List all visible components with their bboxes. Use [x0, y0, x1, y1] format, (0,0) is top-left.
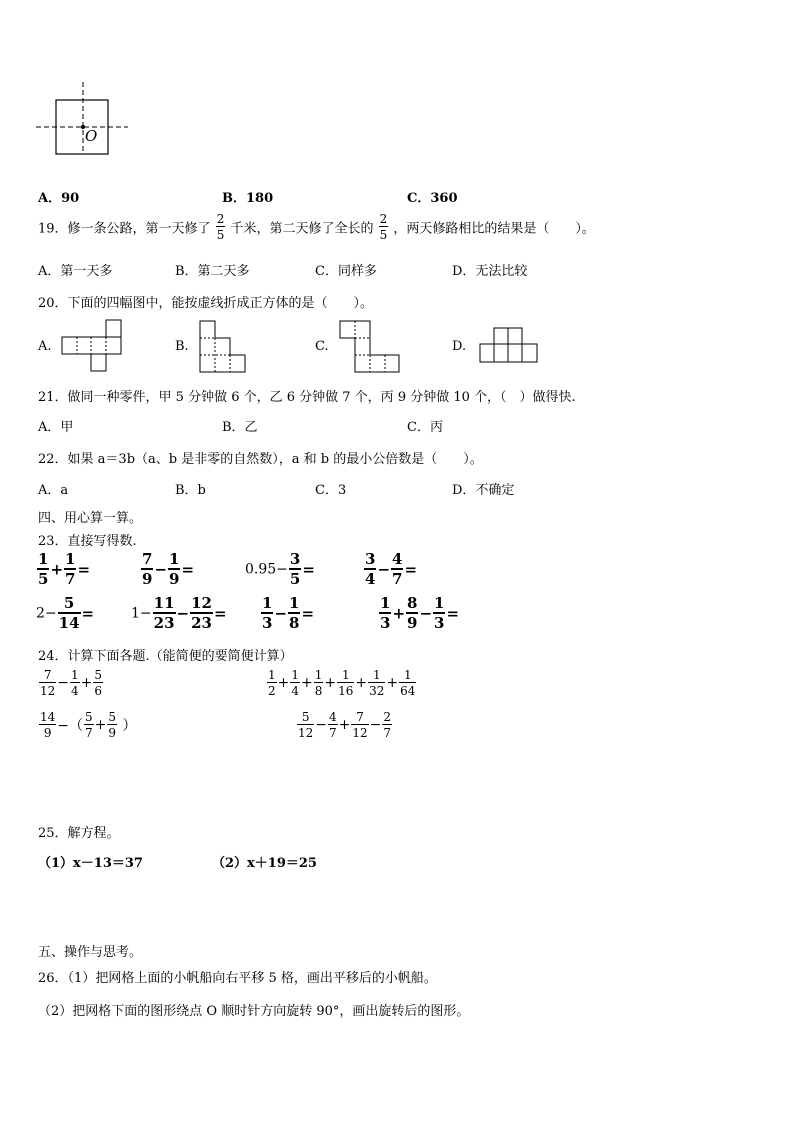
fraction: $\frac{2}{7}$ [383, 710, 392, 740]
operator: + [94, 717, 107, 733]
fraction: $\frac{1}{8}$ [289, 594, 300, 632]
q23-item-8 [378, 596, 459, 631]
fraction: $\frac{7}{12}$ [352, 710, 368, 740]
operator: − [315, 717, 328, 733]
fraction: $\frac{1}{4}$ [71, 668, 79, 698]
q21-option-b[interactable]: B．乙 [222, 420, 258, 435]
fraction: $\frac{5}{12}$ [298, 710, 314, 740]
section-4-title: 四、用心算一算。 [38, 511, 143, 526]
q24-expression-1 [38, 669, 104, 697]
fraction: $\frac{1}{32}$ [369, 668, 385, 698]
q26-instruction-2: （2）把网格下面的图形绕点 O 顺时针方向旋转 90°，画出旋转后的图形。 [38, 1004, 470, 1019]
operator: − [154, 560, 168, 579]
fraction: $\frac{4}{7}$ [329, 710, 337, 740]
fraction: $\frac{1}{3}$ [434, 594, 445, 632]
q22-question: 22．如果 a＝3b（a、b 是非零的自然数），a 和 b 的最小公倍数是（ ）。 [38, 452, 483, 467]
q22-option-b[interactable]: B．b [175, 483, 206, 498]
fraction: $\frac{3}{5}$ [289, 550, 301, 588]
operator: 1− [131, 605, 152, 622]
q25-equation-1: （1）x－13＝37 [38, 856, 143, 871]
operator: + [338, 717, 351, 733]
cube-net-a [62, 320, 124, 372]
operator: + [392, 604, 406, 623]
q19-fraction-2: $\frac{2}{5}$ [379, 212, 388, 242]
q19-prefix: 19．修一条公路，第一天修了 [38, 221, 211, 237]
operator: − [274, 604, 288, 623]
fraction: $\frac{1}{8}$ [314, 668, 323, 698]
q25-title: 25．解方程。 [38, 826, 120, 841]
operator: + [50, 560, 64, 579]
fraction: $\frac{3}{4}$ [365, 550, 376, 588]
fraction: $\frac{1}{3}$ [380, 594, 391, 632]
operator: 2− [36, 605, 57, 622]
operator: = [181, 560, 195, 579]
q23-item-7 [260, 596, 314, 631]
operator: + [80, 675, 93, 691]
q19-option-b[interactable]: B．第二天多 [175, 264, 250, 279]
q22-option-d[interactable]: D．不确定 [452, 483, 515, 498]
operator: − [377, 560, 391, 579]
fraction: $\frac{1}{16}$ [338, 668, 354, 698]
operator: = [81, 604, 95, 623]
q19-option-c[interactable]: C．同样多 [315, 264, 377, 279]
q23-item-2 [140, 552, 194, 587]
fraction: $\frac{1}{64}$ [400, 668, 416, 698]
fraction: $\frac{7}{9}$ [142, 550, 153, 588]
q24-expression-3 [38, 711, 136, 739]
q20-option-b[interactable]: B. [175, 339, 189, 354]
operator: = [213, 604, 227, 623]
q19-question [38, 213, 595, 241]
q18-option-a[interactable]: A．90 [38, 191, 80, 206]
operator: + [355, 675, 368, 691]
operator: = [446, 604, 460, 623]
operator: + [324, 675, 337, 691]
section-5-title: 五、操作与思考。 [38, 945, 143, 960]
fraction: $\frac{7}{12}$ [40, 668, 56, 698]
q24-expression-4 [296, 711, 393, 739]
operator: = [302, 560, 315, 579]
q23-item-1 [36, 552, 90, 587]
fraction: $\frac{12}{23}$ [191, 594, 212, 632]
operator: − [176, 604, 190, 623]
q26-instruction-1: 26．（1）把网格上面的小帆船向右平移 5 格，画出平移后的小帆船。 [38, 971, 437, 986]
operator: + [277, 675, 290, 691]
q23-item-4 [363, 552, 417, 587]
q22-option-a[interactable]: A．a [38, 483, 69, 498]
q20-option-c[interactable]: C. [315, 339, 329, 354]
q19-option-d[interactable]: D．无法比较 [452, 264, 528, 279]
fraction: $\frac{8}{9}$ [407, 594, 418, 632]
q25-equation-2: （2）x＋19＝25 [212, 856, 317, 871]
fraction: $\frac{1}{5}$ [38, 550, 49, 588]
operator: − [369, 717, 382, 733]
q20-question: 20．下面的四幅图中，能按虚线折成正方体的是（ ）。 [38, 296, 374, 311]
operator: ） [118, 718, 137, 734]
q22-option-c[interactable]: C．3 [315, 483, 347, 498]
q20-option-a[interactable]: A. [38, 339, 52, 354]
q23-item-6 [131, 596, 227, 631]
operator: 0.95− [245, 561, 288, 578]
operator: − [57, 675, 70, 691]
q19-suffix: ，两天修路相比的结果是（ ）。 [393, 221, 595, 237]
q23-item-5 [36, 596, 94, 631]
fraction: $\frac{1}{2}$ [268, 668, 276, 698]
fraction: $\frac{5}{7}$ [85, 710, 93, 740]
fraction: $\frac{14}{9}$ [40, 710, 56, 740]
q24-expression-2 [266, 669, 417, 697]
fraction: $\frac{5}{14}$ [58, 594, 80, 632]
cube-net-d [480, 328, 540, 366]
q23-title: 23．直接写得数. [38, 534, 137, 549]
q19-middle: 千米，第二天修了全长的 [230, 221, 374, 237]
fraction: $\frac{1}{4}$ [291, 668, 300, 698]
q21-option-a[interactable]: A．甲 [38, 420, 74, 435]
operator: −（ [57, 718, 84, 734]
operator: − [419, 604, 433, 623]
q19-fraction-1: $\frac{2}{5}$ [216, 212, 225, 242]
fraction: $\frac{1}{9}$ [169, 550, 180, 588]
fraction: $\frac{11}{23}$ [153, 594, 175, 632]
fraction: $\frac{5}{6}$ [94, 668, 103, 698]
q21-option-c[interactable]: C．丙 [407, 420, 443, 435]
q21-question: 21．做同一种零件，甲 5 分钟做 6 个，乙 6 分钟做 7 个，丙 9 分钟做 10 个，（ ）做得快. [38, 390, 576, 405]
q19-option-a[interactable]: A．第一天多 [38, 264, 113, 279]
fraction: $\frac{1}{7}$ [65, 550, 76, 588]
origin-label: O [85, 127, 98, 145]
operator: = [77, 560, 91, 579]
operator: + [386, 675, 399, 691]
fraction: $\frac{4}{7}$ [392, 550, 403, 588]
operator: = [301, 604, 315, 623]
q24-title: 24．计算下面各题.（能简便的要简便计算） [38, 649, 293, 664]
q20-option-d[interactable]: D. [452, 339, 467, 354]
cube-net-c [340, 321, 402, 373]
q18-option-b[interactable]: B．180 [222, 191, 274, 206]
q23-item-3 [245, 552, 315, 587]
fraction: $\frac{5}{9}$ [108, 710, 117, 740]
q18-option-c[interactable]: C．360 [407, 191, 458, 206]
operator: + [301, 675, 313, 691]
rotation-square-figure [36, 82, 131, 158]
cube-net-b [200, 321, 248, 373]
fraction: $\frac{1}{3}$ [262, 594, 273, 632]
operator: = [404, 560, 418, 579]
